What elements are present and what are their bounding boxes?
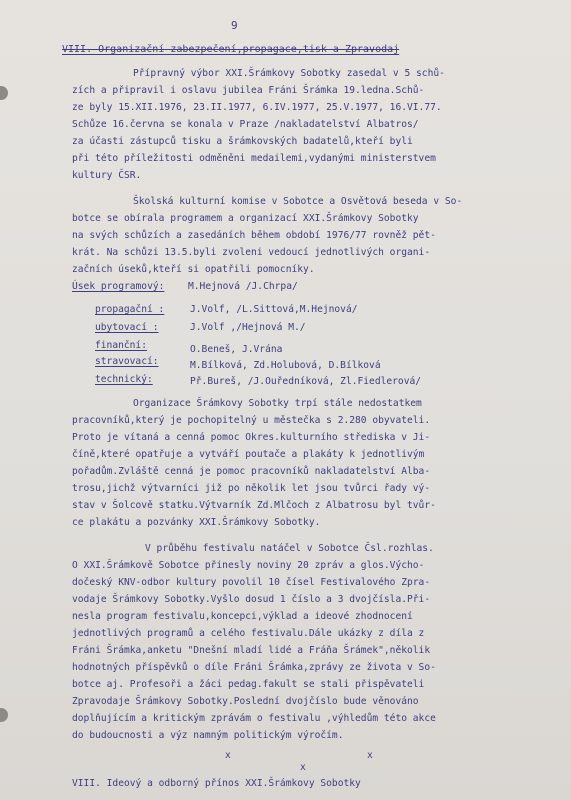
text-line: botce se obírala programem a organizací XXI.Šrámkovy Sobotky <box>72 213 419 224</box>
page-number: 9 <box>231 19 238 32</box>
section-label: finanční: <box>95 340 147 351</box>
text-line: O XXI.Šrámkově Sobotce přinesly noviny 20 zpráv a glos.Výcho- <box>72 560 425 571</box>
separator-mark: x <box>225 750 231 761</box>
separator-mark: x <box>367 750 373 761</box>
section-value: Př.Bureš, /J.Ouředníková, Zl.Fiedlerová/ <box>190 376 422 387</box>
text-line: Školská kulturní komise v Sobotce a Osvětová beseda v So- <box>133 196 463 207</box>
section-label: technický: <box>95 374 153 385</box>
section-label: propagační : <box>95 304 165 315</box>
section-value: M.Hejnová /J.Chrpa/ <box>188 281 298 292</box>
text-line: hodnotných příspěvků o díle Fráni Šrámka,zprávy ze života v So- <box>72 662 436 673</box>
text-line: pořadům.Zvláště cenná je pomoc pracovníků nakladatelství Alba- <box>72 466 431 477</box>
text-line: trosu,jichž výtvarníci již po několik let jsou tvůrci řady vý- <box>72 483 431 494</box>
section-label: stravovací: <box>95 356 159 367</box>
text-line: pracovníků,který je pochopitelný u městečka s 2.280 obyvateli. <box>72 415 431 426</box>
punch-hole <box>0 86 8 100</box>
section-label: Úsek programový: <box>72 281 165 292</box>
text-line: začních úseků,kteří si opatřili pomocníky. <box>72 264 315 275</box>
text-line: Zpravodaje Šrámkovy Sobotky.Poslední dvojčíslo bude věnováno <box>72 696 419 707</box>
text-line: Organizace Šrámkovy Sobotky trpí stále nedostatkem <box>133 398 422 409</box>
text-line: Proto je vítaná a cenná pomoc Okres.kulturního střediska v Ji- <box>72 432 431 443</box>
text-line: stav v Šolcově statku.Výtvarník Zd.Mlčoch z Albatrosu byl tvůr- <box>72 500 436 511</box>
text-line: dočeský KNV-odbor kultury povolil 10 čísel Festivalového Zpra- <box>72 577 431 588</box>
text-line: doplňujícím a kritickým zprávám o festivalu ,výhledům této akce <box>72 713 436 724</box>
text-line: kultury ČSR. <box>72 170 142 181</box>
punch-hole <box>0 708 8 722</box>
text-line: Schůze 16.června se konala v Praze /nakladatelství Albatros/ <box>72 119 419 130</box>
text-line: vodaje Šrámkovy Sobotky.Vyšlo dosud 1 číslo a 3 dvojčísla.Při- <box>72 594 431 605</box>
separator-mark: x <box>300 762 306 773</box>
text-line: Přípravný výbor XXI.Šrámkovy Sobotky zasedal v 5 schů- <box>133 68 445 79</box>
text-line: při této příležitosti odměněni medailemi,vydanými ministerstvem <box>72 153 436 164</box>
text-line: ze byly 15.XII.1976, 23.II.1977, 6.IV.1977, 25.V.1977, 16.VI.77. <box>72 102 442 113</box>
text-line: do budoucnosti a výz namným politickým výročím. <box>72 730 344 741</box>
section-value: J.Volf, /L.Sittová,M.Hejnová/ <box>190 304 358 315</box>
section-heading: VIII. Organizační zabezpečení,propagace,tisk a Zpravodaj <box>62 44 400 55</box>
text-line: Fráni Šrámka,anketu "Dnešní mladí lidé a Fráňa Šrámek",několik <box>72 645 431 656</box>
text-line: za účasti zástupců tisku a šrámkovských badatelů,kteří byli <box>72 136 413 147</box>
text-line: jednotlivých programů a celého festivalu.Dále ukázky z díla z <box>72 628 425 639</box>
text-line: nesla program festivalu,koncepci,výklad a ideové zhodnocení <box>72 611 413 622</box>
text-line: krát. Na schůzi 13.5.byli zvoleni vedoucí jednotlivých organi- <box>72 247 431 258</box>
section-value: M.Bílková, Zd.Holubová, D.Bílková <box>190 360 381 371</box>
section-label: ubytovací : <box>95 322 159 333</box>
text-line: ce plakátu a pozvánky XXI.Šrámkovy Sobotky. <box>72 517 321 528</box>
section-value: O.Beneš, J.Vrána <box>190 344 283 355</box>
section-value: J.Volf ,/Hejnová M./ <box>190 322 306 333</box>
text-line: botce aj. Profesoři a žáci pedag.fakult se stali přispěvateli <box>72 679 425 690</box>
text-line: na svých schůzích a zasedáních během období 1976/77 rovněž pět- <box>72 230 436 241</box>
footer-heading: VIII. Ideový a odborný přínos XXI.Šrámkovy Sobotky <box>72 778 361 789</box>
text-line: číně,které opatřuje a vytváří poutače a plakáty k jednotlivým <box>72 449 425 460</box>
text-line: V průběhu festivalu natáčel v Sobotce Čsl.rozhlas. <box>145 543 434 554</box>
text-line: zích a připravil i oslavu jubilea Fráni Šrámka 19.ledna.Schů- <box>72 85 425 96</box>
